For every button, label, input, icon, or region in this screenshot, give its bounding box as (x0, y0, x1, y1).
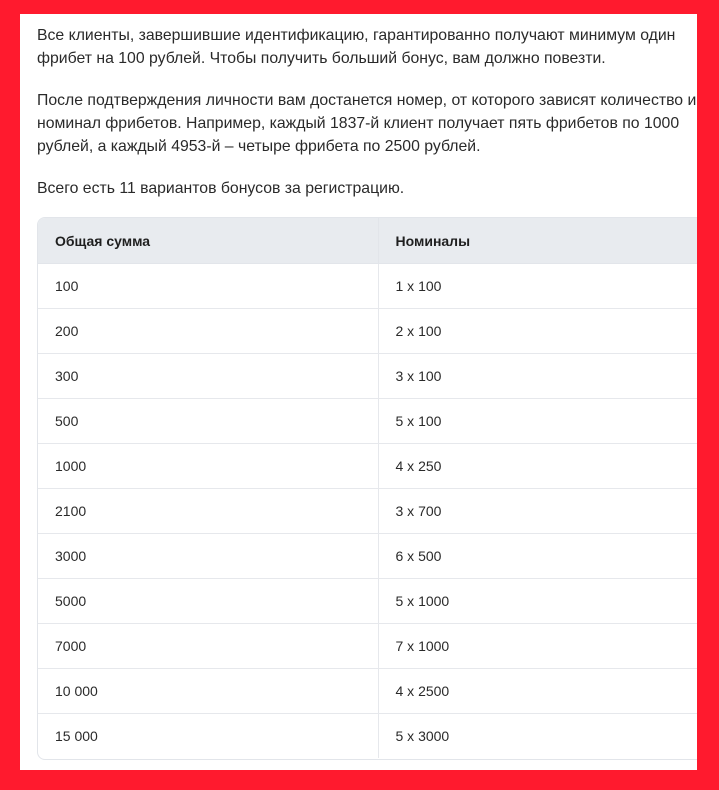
table-row (38, 399, 697, 444)
cell-total-amount: 200 (38, 309, 378, 354)
table-row (38, 579, 697, 624)
cell-total-amount: 1000 (38, 444, 378, 489)
cell-denominations: 4 x 250 (378, 444, 697, 489)
table-row (38, 264, 697, 309)
cell-denominations: 3 x 100 (378, 354, 697, 399)
column-header-total: Общая сумма (38, 218, 378, 264)
table-row (38, 309, 697, 354)
cell-denominations: 1 x 100 (378, 264, 697, 309)
details-paragraph: После подтверждения личности вам достанется номер, от которого зависят количество и номинал фрибетов. Например, каждый 1837-й клиент получает пять фрибетов по 1000 рублей, а каждый 4953-й – четыре фрибета по 2500 рублей. (37, 92, 697, 155)
cell-total-amount: 5000 (38, 579, 378, 624)
table-body (38, 264, 697, 759)
cell-total-amount: 500 (38, 399, 378, 444)
cell-denominations: 5 x 1000 (378, 579, 697, 624)
cell-denominations: 5 x 3000 (378, 714, 697, 759)
cell-denominations: 7 x 1000 (378, 624, 697, 669)
cell-denominations: 6 x 500 (378, 534, 697, 579)
cell-denominations: 5 x 100 (378, 399, 697, 444)
cell-total-amount: 7000 (38, 624, 378, 669)
table-row (38, 489, 697, 534)
table-header-row (38, 218, 697, 264)
column-header-denominations: Номиналы (378, 218, 697, 264)
table-row (38, 624, 697, 669)
cell-total-amount: 100 (38, 264, 378, 309)
table-row (38, 534, 697, 579)
cell-total-amount: 15 000 (55, 728, 98, 744)
cell-total-amount: 3000 (38, 534, 378, 579)
cell-total-amount: 2100 (38, 489, 378, 534)
variants-paragraph: Всего есть 11 вариантов бонусов за регистрацию. (37, 180, 405, 197)
cell-denominations: 2 x 100 (378, 309, 697, 354)
bonus-table (37, 217, 697, 760)
cell-total-amount: 300 (38, 354, 378, 399)
table-row (38, 714, 697, 759)
intro-paragraph: Все клиенты, завершившие идентификацию, гарантированно получают минимум один фрибет на 100 рублей. Чтобы получить больший бонус, вам должно повезти. (37, 27, 676, 67)
table-row (38, 669, 697, 714)
table-row (38, 444, 697, 489)
article-card (20, 14, 697, 770)
cell-total-amount: 10 000 (38, 669, 378, 714)
table-row (38, 354, 697, 399)
cell-denominations: 3 x 700 (378, 489, 697, 534)
article-text (37, 24, 697, 200)
cell-denominations: 4 x 2500 (378, 669, 697, 714)
